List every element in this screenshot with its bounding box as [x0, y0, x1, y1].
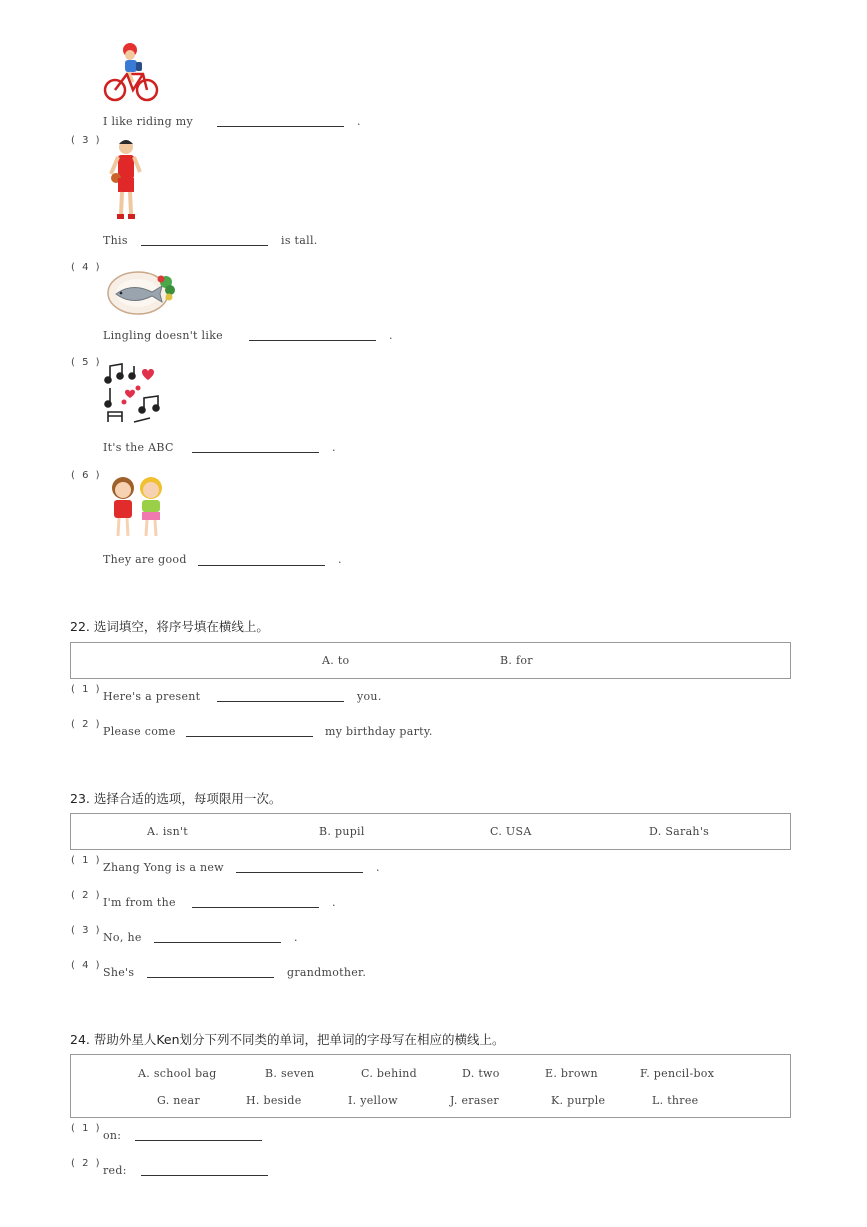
q24-item-1-number: ( 1 ) [71, 1123, 102, 1134]
q24-item-1-before: on: [103, 1129, 122, 1142]
q24-item-2-number: ( 2 ) [71, 1158, 102, 1169]
q24-option-e: E. brown [545, 1067, 598, 1080]
q23-item-3-before: No, he [103, 931, 142, 944]
q22-item-2-before: Please come [103, 725, 176, 738]
q21-item-3-after: is tall. [281, 234, 318, 247]
q23-title: 23. 选择合适的选项，每项限用一次。 [70, 791, 282, 806]
q23-item-2-blank[interactable] [192, 907, 319, 908]
q24-item-1-blank[interactable] [135, 1140, 262, 1141]
q22-item-1-after: you. [357, 690, 382, 703]
q21-item-6-after: . [338, 553, 342, 566]
q23-item-1-after: . [376, 861, 380, 874]
q23-item-3-after: . [294, 931, 298, 944]
q24-option-l: L. three [652, 1094, 699, 1107]
q24-option-a: A. school bag [138, 1067, 217, 1080]
q22-item-1-number: ( 1 ) [71, 684, 102, 695]
q21-item-2-before: I like riding my [103, 115, 193, 128]
q21-item-4-number: ( 4 ) [71, 262, 102, 273]
q24-item-2-blank[interactable] [141, 1175, 268, 1176]
q22-title: 22. 选词填空，将序号填在横线上。 [70, 619, 269, 634]
two-girls-icon [107, 474, 167, 540]
q23-item-2-number: ( 2 ) [71, 890, 102, 901]
q24-options-box [70, 1054, 791, 1118]
q22-item-2-blank[interactable] [186, 736, 313, 737]
q24-option-i: I. yellow [348, 1094, 398, 1107]
q21-item-3-before: This [103, 234, 128, 247]
q21-item-6-blank[interactable] [198, 565, 325, 566]
q24-option-d: D. two [462, 1067, 500, 1080]
q22-item-1-blank[interactable] [217, 701, 344, 702]
q23-item-1-blank[interactable] [236, 872, 363, 873]
basketball-player-icon [106, 138, 146, 224]
q21-item-5-number: ( 5 ) [71, 357, 102, 368]
q21-item-4-before: Lingling doesn't like [103, 329, 223, 342]
q21-item-4-after: . [389, 329, 393, 342]
q23-item-3-number: ( 3 ) [71, 925, 102, 936]
q24-option-h: H. beside [246, 1094, 302, 1107]
q23-option-b: B. pupil [319, 825, 365, 838]
q23-item-4-blank[interactable] [147, 977, 274, 978]
q22-item-1-before: Here's a present [103, 690, 201, 703]
q23-item-3-blank[interactable] [154, 942, 281, 943]
q21-item-2-after: . [357, 115, 361, 128]
q23-option-c: C. USA [490, 825, 532, 838]
q23-item-1-before: Zhang Yong is a new [103, 861, 224, 874]
q21-item-5-blank[interactable] [192, 452, 319, 453]
fish-plate-icon [106, 266, 178, 318]
q23-item-4-before: She's [103, 966, 135, 979]
q24-option-f: F. pencil-box [640, 1067, 715, 1080]
q21-item-5-after: . [332, 441, 336, 454]
q21-item-3-number: ( 3 ) [71, 135, 102, 146]
q24-option-c: C. behind [361, 1067, 417, 1080]
bicycle-rider-icon [103, 42, 161, 104]
q23-option-d: D. Sarah's [649, 825, 710, 838]
q21-item-6-number: ( 6 ) [71, 470, 102, 481]
q23-item-2-after: . [332, 896, 336, 909]
q22-item-2-number: ( 2 ) [71, 719, 102, 730]
q23-item-4-after: grandmother. [287, 966, 367, 979]
q21-item-5-before: It's the ABC [103, 441, 174, 454]
q22-option-a: A. to [322, 654, 350, 667]
q24-option-g: G. near [157, 1094, 200, 1107]
music-notes-icon [104, 362, 162, 428]
q23-item-4-number: ( 4 ) [71, 960, 102, 971]
q24-option-k: K. purple [551, 1094, 606, 1107]
q21-item-3-blank[interactable] [141, 245, 268, 246]
q22-option-b: B. for [500, 654, 533, 667]
q21-item-4-blank[interactable] [249, 340, 376, 341]
q23-option-a: A. isn't [147, 825, 189, 838]
q23-item-2-before: I'm from the [103, 896, 176, 909]
q24-title: 24. 帮助外星人Ken划分下列不同类的单词，把单词的字母写在相应的横线上。 [70, 1032, 505, 1047]
q23-item-1-number: ( 1 ) [71, 855, 102, 866]
q21-item-2-blank[interactable] [217, 126, 344, 127]
q22-options-box [70, 642, 791, 679]
q21-item-6-before: They are good [103, 553, 187, 566]
q24-option-b: B. seven [265, 1067, 315, 1080]
q22-item-2-after: my birthday party. [325, 725, 433, 738]
q24-option-j: J. eraser [450, 1094, 499, 1107]
q24-item-2-before: red: [103, 1164, 127, 1177]
